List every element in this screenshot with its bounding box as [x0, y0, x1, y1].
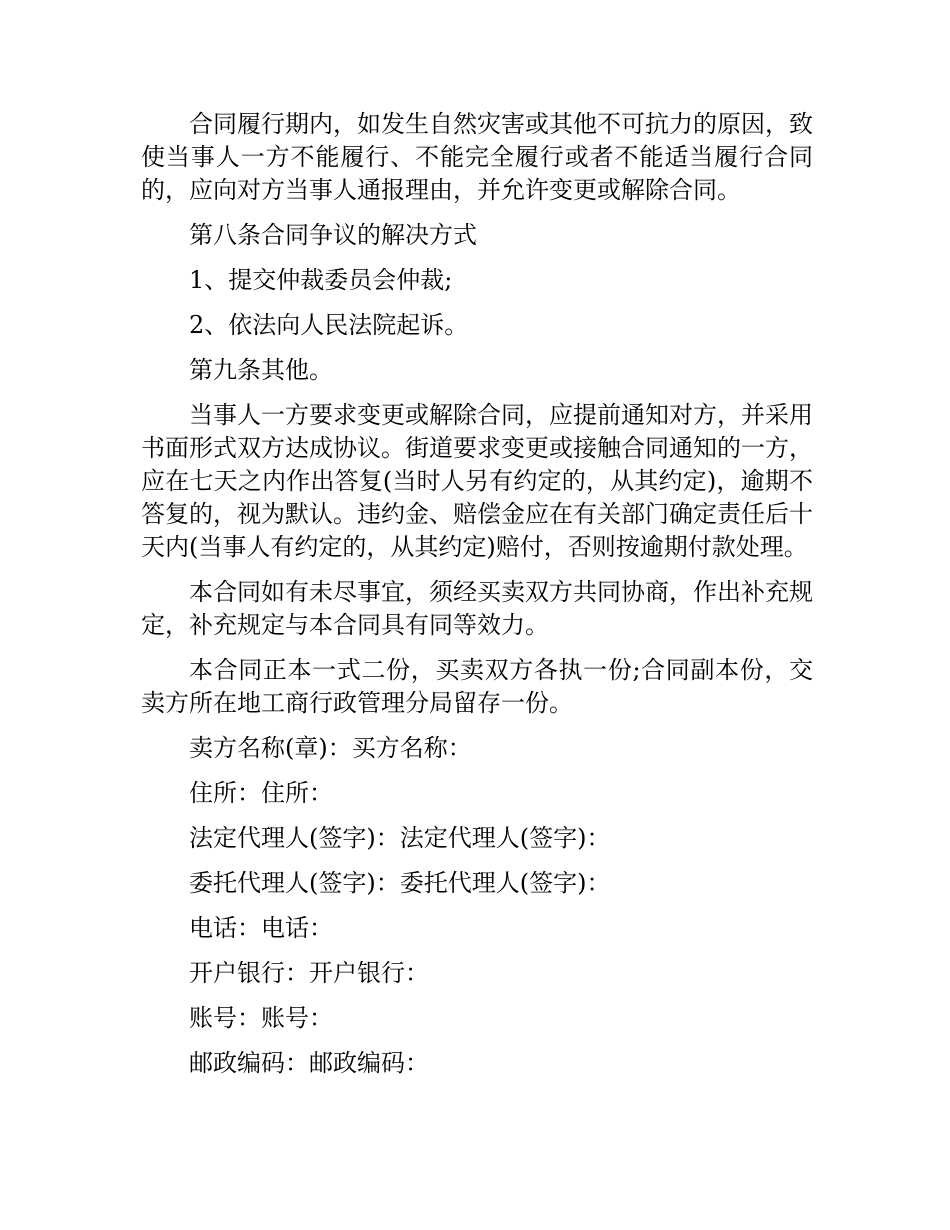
- signature-account: 账号：账号：: [189, 1004, 333, 1032]
- signature-party-names: 卖方名称(章)：买方名称：: [189, 734, 472, 762]
- signature-postcode: 邮政编码：邮政编码：: [189, 1049, 429, 1077]
- signature-phone: 电话：电话：: [189, 914, 333, 942]
- signature-address: 住所：住所：: [189, 779, 333, 807]
- list-item-arbitration: 1、提交仲裁委员会仲裁;: [189, 266, 453, 294]
- paragraph-force-majeure: 合同履行期内，如发生自然灾害或其他不可抗力的原因，致使当事人一方不能履行、不能完全履行或者不能适当履行合同的，应向对方当事人通报理由，并允许变更或解除合同。: [141, 110, 813, 204]
- signature-legal-representative: 法定代理人(签字)：法定代理人(签字)：: [189, 824, 611, 852]
- paragraph-copies: 本合同正本一式二份，买卖双方各执一份;合同副本份，交卖方所在地工商行政管理分局留存一份。: [141, 656, 813, 717]
- heading-article-8: 第八条合同争议的解决方式: [189, 221, 477, 249]
- paragraph-contract-change: 当事人一方要求变更或解除合同，应提前通知对方，并采用书面形式双方达成协议。街道要求变更或接触合同通知的一方，应在七天之内作出答复(当时人另有约定的，从其约定)，逾期不答复的，视为默认。违约金、赔偿金应在有关部门确定责任后十天内(当事人有约定的，从其约定)赔付，否则按逾期付款处理。: [141, 401, 813, 561]
- heading-article-9: 第九条其他。: [189, 356, 333, 384]
- list-item-court: 2、依法向人民法院起诉。: [189, 311, 469, 339]
- paragraph-supplement: 本合同如有未尽事宜，须经买卖双方共同协商，作出补充规定，补充规定与本合同具有同等效力。: [141, 578, 813, 639]
- signature-authorized-agent: 委托代理人(签字)：委托代理人(签字)：: [189, 869, 611, 897]
- document-body: [141, 108, 813, 1092]
- signature-bank: 开户银行：开户银行：: [189, 959, 429, 987]
